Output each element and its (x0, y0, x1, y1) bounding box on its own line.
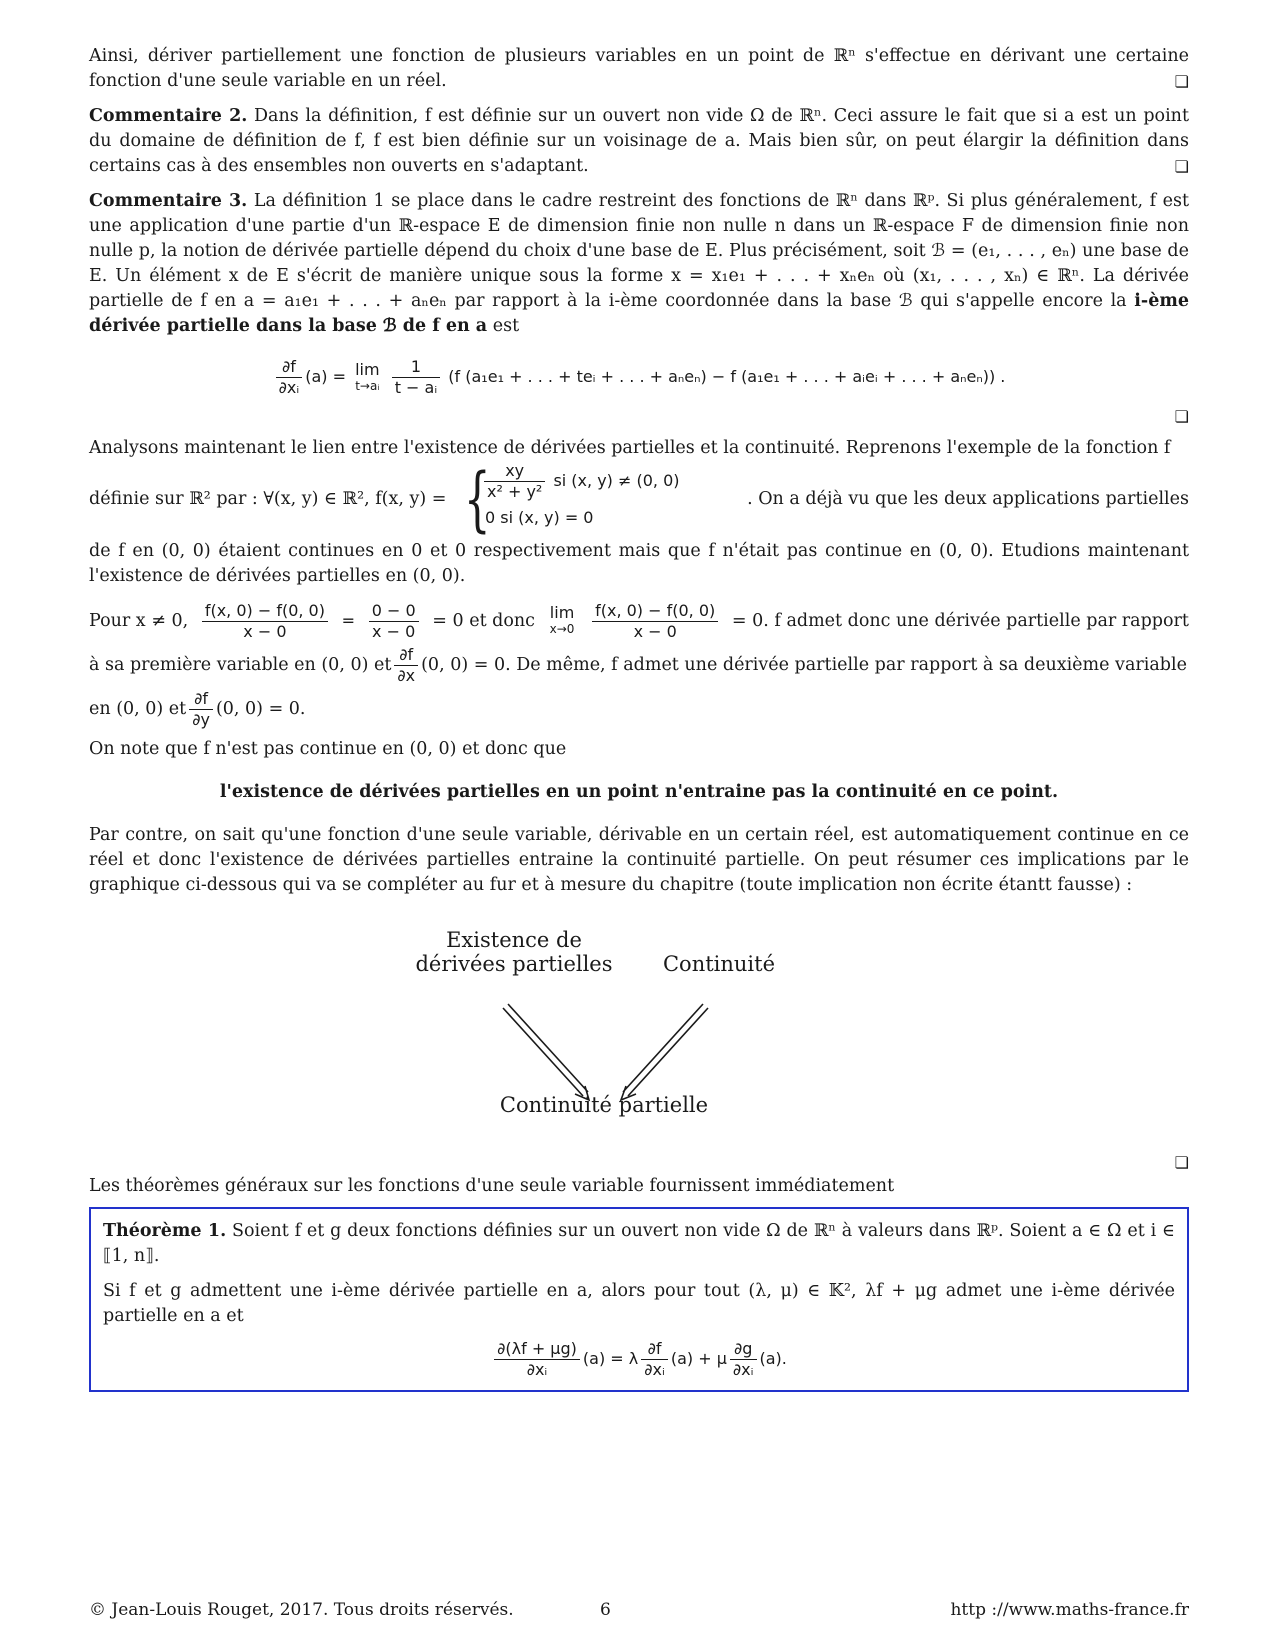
theorem-text-1: Soient f et g deux fonctions définies sur un ouvert non vide Ω de ℝⁿ à valeurs dans ℝᵖ. Soient a ∈ Ω et i ∈ ⟦1, n⟧. (103, 1221, 1175, 1266)
comment-3-title: Commentaire 3. (89, 191, 248, 211)
intro-text: Ainsi, dériver partiellement une fonction de plusieurs variables en un point de ℝⁿ s'effectue en dérivant une certaine fonction d'une seule variable en un réel. (89, 46, 1189, 91)
lhs-fraction: $\frac{\partial f}{\text{∂xᵢ}}$ (276, 357, 303, 398)
contrast-paragraph: Par contre, on sait qu'une fonction d'une seule variable, dérivable en un certain réel, est automatiquement continue en ce réel et donc l'existence de dérivées partielles entraine la continuité partielle. On peut résumer ces implications par le graphique ci-dessous qui va se compléter au fur et à mesure du chapitre (toute implication non écrite étantt fausse) : (89, 825, 1189, 895)
comment-3-tail: est (492, 316, 520, 336)
limit-fraction: $\frac{1}{\text{t − aᵢ}}$ (392, 357, 441, 398)
qed-icon: ❏ (1174, 157, 1189, 176)
footer-page-number: 6 (600, 1600, 611, 1620)
footer-url-link[interactable]: http ://www.maths-france.fr (950, 1600, 1189, 1620)
qed-icon: ❏ (1174, 72, 1189, 91)
comment-2 (89, 104, 1189, 179)
document-page: Ainsi, dériver partiellement une fonction de plusieurs variables en un point de ℝⁿ s'effectue en dérivant une certaine fonction d'une seule variable en un réel. ❏ Commentaire 2. Dans la définition, f est définie sur un ouvert non vide Ω de ℝⁿ. Ceci assure le fait que si a est un point du domaine de définition de f, f est bien définie sur un voisinage de a. Mais bien sûr, on peut élargir la définition dans certains cas à des ensembles non ouverts en s'adaptant. ❏ Commentaire 3. La définition 1 se place dans le cadre restreint des fonctions de ℝⁿ dans ℝᵖ. Si plus généralement, f est une application d'une partie d'un ℝ-espace E de dimension finie non nulle n dans un ℝ-espace F de dimension finie non nulle p, la notion de dérivée partielle dépend du choix d'une base de E. Plus précisément, soit ℬ = (e₁, . . . , eₙ) une base de E. Un élément x de E s'écrit de manière unique sous la forme x = x₁e₁ + . . . + xₙeₙ où (x₁, . . . , xₙ) ∈ ℝⁿ. La dérivée partielle de f en a = a₁e₁ + . . . + aₙeₙ par rapport à la i-ème coordonnée dans la base ℬ qui s'appelle encore la i-ème dérivée partielle dans la base ℬ de f en a est $\frac{\partial f}{\text{∂xᵢ}}$ (a) = lim t→aᵢ $\frac{1}{\text{t − aᵢ}}$ (f (a₁e₁ + . . . + teᵢ + . . . + aₙeₙ) − f (a₁e₁ + . . . + aᵢeᵢ + . . . + aₙeₙ)) . ❏ Analysons maintenant le lien entre l'existence de dérivées partielles et la continuité. Reprenons l'exemple de la fonction f définie sur ℝ² par : ∀(x, y) ∈ ℝ², f(x, y) = { $\frac{xy}{\text{x² + y²}}$ si (x, y) ≠ (0, 0) 0 si (x, y) = 0 . On a déjà vu que les deux applications partielles de f en (0, 0) étaient continues en 0 et 0 respectivement mais que f n'était pas continue en (0, 0). Etudions maintenant l'existence de dérivées partielles en (0, 0). Pour x ≠ 0, $\frac{f(x, 0) - f(0, 0)}{x - 0}$ = $\frac{0 - 0}{x - 0}$ = 0 et donc lim x→0 $\frac{f(x, 0) - f(0, 0)}{x - 0}$ = 0. f admet donc une dérivée partielle par rapport à sa première variable en (0, 0) et $\frac{\partial f}{\partial x}$ (0, 0) = 0. De même, f admet une dérivée partielle par rapport à sa deuxième variable en (0, 0) et $\frac{\partial f}{\partial y}$ (0, 0) = 0. On note que f n'est pas continue en (0, 0) et donc que l'existence de dérivées partielles en un point n'entraine pas la continuité en ce point. Par contre, on sait qu'une fonction d'une seule variable, dérivable en un certain réel, est automatiquement continue en ce réel et donc l'existence de dérivées partielles entraine la continuité partielle. On peut résumer ces implications par le graphique ci-dessous qui va se compléter au fur et à mesure du chapitre (toute implication non écrite étantt fausse) : Existence de dérivées partielles Continuité Continuité partielle ❏ Les théorèmes généraux sur les fonctions d'une seule variable fournissent immédiatement Théorème 1. Soient f et g deux fonctions définies sur un ouvert non vide Ω de ℝⁿ à valeurs dans ℝᵖ. Soient a ∈ Ω et i ∈ ⟦1, n⟧. Si f et g admettent une i-ème dérivée partielle en a, alors pour tout (λ, μ) ∈ 𝕂², λf + μg admet une i-ème dérivée partielle en a et $\frac{\partial(\lambda f + \mu g)}{\text{∂xᵢ}}$ (a) = λ $\frac{\partial f}{\text{∂xᵢ}}$ (a) + μ $\frac{\partial g}{\text{∂xᵢ}}$ (a). (89, 44, 1189, 1392)
note-paragraph: On note que f n'est pas continue en (0, 0) et donc que (89, 739, 567, 759)
node-partial-continuity: Continuité partielle (499, 1093, 709, 1117)
arrow-right-head (621, 1086, 636, 1100)
comment-3 (89, 189, 1189, 339)
piecewise-cases: { $\frac{xy}{\text{x² + y²}}$ si (x, y) ≠ (0, 0) 0 si (x, y) = 0 (463, 458, 680, 540)
theorems-intro: Les théorèmes généraux sur les fonctions d'une seule variable fournissent immédiatement (89, 1176, 895, 1196)
formula-body: (f (a₁e₁ + . . . + teᵢ + . . . + aₙeₙ) − f (a₁e₁ + . . . + aᵢeᵢ + . . . + aₙeₙ)) . (448, 367, 1006, 386)
theorem-title: Théorème 1. (103, 1221, 227, 1241)
comment-2-text: Dans la définition, f est définie sur un ouvert non vide Ω de ℝⁿ. Ceci assure le fait que si a est un point du domaine de définition de f, f est bien définie sur un voisinage de a. Mais bien sûr, on peut élargir la définition dans certains cas à des ensembles non ouverts en s'adaptant. (89, 106, 1189, 176)
arrow-right-line-b (628, 1008, 708, 1096)
footer-copyright: © Jean-Louis Rouget, 2017. Tous droits réservés. (89, 1600, 514, 1620)
arrow-right-line-a (623, 1004, 703, 1092)
comment-2-title: Commentaire 2. (89, 106, 248, 126)
node-partial-derivatives: Existence de dérivées partielles (415, 928, 613, 976)
linearity-formula: $\frac{\partial(\lambda f + \mu g)}{\text{∂xᵢ}}$ (a) = λ $\frac{\partial f}{\text{∂xᵢ}}$ (a) + μ $\frac{\partial g}{\text{∂xᵢ}}$ (a). (103, 1339, 1175, 1380)
arrow-left-head (575, 1086, 589, 1100)
key-statement: l'existence de dérivées partielles en un point n'entraine pas la continuité en ce point. (219, 782, 1059, 802)
implication-arrows (89, 898, 1189, 1148)
qed-icon: ❏ (1174, 1153, 1189, 1172)
implication-diagram (89, 898, 1189, 1148)
analysis-paragraph: Analysons maintenant le lien entre l'existence de dérivées partielles et la continuité. Reprenons l'exemple de la fonction f (89, 438, 1171, 458)
qed-icon: ❏ (1174, 407, 1189, 426)
theorem-box (89, 1207, 1189, 1392)
arrow-left-line-b (508, 1004, 588, 1092)
limit-operator: lim t→aᵢ (355, 359, 380, 393)
comment-3-text: La définition 1 se place dans le cadre restreint des fonctions de ℝⁿ dans ℝᵖ. Si plus généralement, f est une application d'une partie d'un ℝ-espace E de dimension finie non nulle n dans un ℝ-espace F de dimension finie non nulle p, la notion de dérivée partielle dépend du choix d'une base de E. Plus précisément, soit ℬ = (e₁, . . . , eₙ) une base de E. Un élément x de E s'écrit de manière unique sous la forme x = x₁e₁ + . . . + xₙeₙ où (x₁, . . . , xₙ) ∈ ℝⁿ. La dérivée partielle de f en a = a₁e₁ + . . . + aₙeₙ par rapport à la i-ème coordonnée dans la base ℬ qui s'appelle encore la (89, 191, 1189, 311)
node-continuity: Continuité (662, 952, 776, 976)
theorem-text-2: Si f et g admettent une i-ème dérivée partielle en a, alors pour tout (λ, μ) ∈ 𝕂², λf + μg admet une i-ème dérivée partielle en a et (103, 1281, 1175, 1326)
brace-icon: { (463, 458, 491, 540)
intro-paragraph (89, 44, 1189, 94)
comment-3-bold-term: i-ème dérivée partielle dans la base ℬ de f en a (89, 291, 1189, 336)
arrow-left-line-a (503, 1008, 583, 1096)
derivative-computation: Pour x ≠ 0, $\frac{f(x, 0) - f(0, 0)}{x - 0}$ = $\frac{0 - 0}{x - 0}$ = 0 et donc lim x→0 $\frac{f(x, 0) - f(0, 0)}{x - 0}$ = 0. f admet donc une dérivée partielle par rapport à sa première variable en (0, 0) et $\frac{\partial f}{\partial x}$ (0, 0) = 0. De même, f admet une dérivée partielle par rapport à sa deuxième variable en (0, 0) et $\frac{\partial f}{\partial y}$ (0, 0) = 0. (89, 600, 1189, 729)
piecewise-definition-line: définie sur ℝ² par : ∀(x, y) ∈ ℝ², f(x, y) = { $\frac{xy}{\text{x² + y²}}$ si (x, y) ≠ (0, 0) 0 si (x, y) = 0 . On a déjà vu que les deux applications partielles (89, 458, 1189, 540)
partial-derivative-formula: $\frac{\partial f}{\text{∂xᵢ}}$ (a) = lim t→aᵢ $\frac{1}{\text{t − aᵢ}}$ (f (a₁e₁ + . . . + teᵢ + . . . + aₙeₙ) − f (a₁e₁ + . . . + aᵢeᵢ + . . . + aₙeₙ)) . (89, 357, 1189, 398)
